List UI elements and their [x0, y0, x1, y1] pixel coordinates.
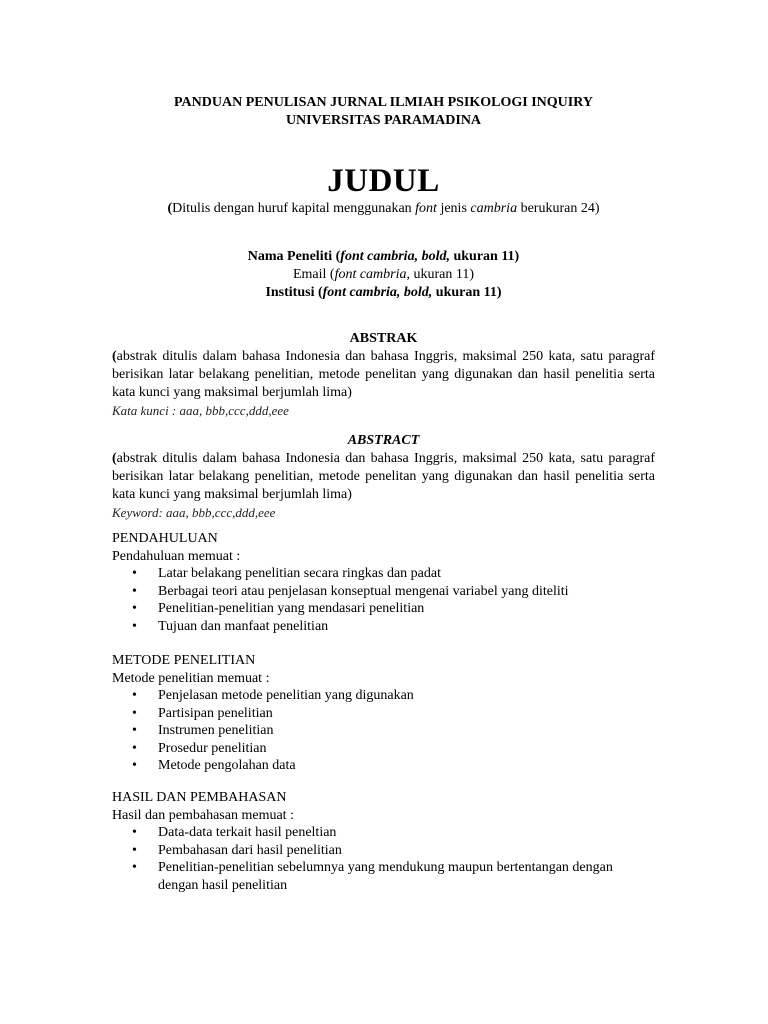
- author-inst-suffix: ukuran 11): [432, 285, 502, 300]
- abstract-heading: ABSTRACT: [347, 433, 420, 448]
- bullet-icon: •: [132, 688, 137, 703]
- list-item-text: Partisipan penelitian: [158, 705, 273, 721]
- list-item: [112, 824, 655, 842]
- abstrak-open-paren: (: [112, 349, 117, 364]
- abstract-close-paren: ): [347, 487, 352, 502]
- list-item: [112, 583, 655, 601]
- bullet-icon: •: [132, 583, 137, 599]
- author-name-prefix: Nama Peneliti (: [247, 249, 341, 264]
- section-intro: Metode penelitian memuat :: [112, 671, 270, 686]
- bullet-icon: •: [132, 723, 137, 738]
- list-item-text: Penjelasan metode penelitian yang digunakan: [158, 688, 414, 703]
- title-note-part3: berukuran 24): [517, 201, 600, 216]
- list-item-text: Penelitian-penelitian sebelumnya yang mendukung maupun bertentangan dengan dengan hasil penelitian: [158, 860, 613, 893]
- bullet-icon: •: [132, 758, 137, 773]
- page-title: JUDUL: [327, 163, 440, 199]
- author-email-italic: font cambria: [334, 267, 407, 282]
- bullet-list: [112, 687, 655, 775]
- author-inst-italic: font cambria, bold,: [322, 285, 433, 300]
- title-block: [112, 162, 655, 218]
- abstrak-section: [112, 330, 655, 420]
- bullet-icon: •: [132, 740, 137, 756]
- document-page: [112, 0, 655, 1024]
- author-block: [112, 248, 655, 302]
- list-item: [112, 687, 655, 705]
- list-item: [112, 600, 655, 618]
- abstract-section: [112, 432, 655, 522]
- list-item-text: Instrumen penelitian: [158, 723, 274, 738]
- list-item: [112, 565, 655, 583]
- author-email-prefix: Email (: [292, 267, 335, 282]
- author-inst-prefix: Institusi (: [265, 285, 323, 300]
- abstrak-heading: ABSTRAK: [349, 331, 418, 346]
- list-item-text: Tujuan dan manfaat penelitian: [158, 618, 329, 634]
- bullet-icon: •: [132, 601, 137, 616]
- list-item: [112, 859, 655, 894]
- list-item-text: Metode pengolahan data: [158, 758, 296, 773]
- abstract-keywords: Keyword: aaa, bbb,ccc,ddd,eee: [112, 505, 276, 520]
- abstrak-close-paren: ): [347, 385, 352, 400]
- title-note: [112, 200, 655, 218]
- document-header: [112, 94, 655, 130]
- list-item-text: Penelitian-penelitian yang mendasari penelitian: [158, 601, 425, 616]
- section-hasil-dan-pembahasan: [112, 789, 655, 894]
- list-item: [112, 618, 655, 636]
- list-item-text: Data-data terkait hasil peneltian: [158, 825, 337, 840]
- abstrak-body: [112, 348, 655, 402]
- list-item: [112, 842, 655, 860]
- list-item-text: Pembahasan dari hasil penelitian: [158, 842, 342, 858]
- section-metode-penelitian: [112, 652, 655, 775]
- title-note-cambria: cambria: [470, 201, 518, 216]
- list-item: [112, 757, 655, 775]
- title-note-open: (: [167, 201, 173, 216]
- author-email-suffix: , ukuran 11): [406, 267, 475, 282]
- list-item: [112, 722, 655, 740]
- title-note-part2: jenis: [436, 201, 471, 216]
- section-heading: HASIL DAN PEMBAHASAN: [112, 790, 287, 805]
- author-name-italic: font cambria, bold,: [340, 249, 450, 264]
- list-item-text: Prosedur penelitian: [158, 740, 267, 756]
- bullet-icon: •: [132, 825, 137, 840]
- abstract-body: [112, 450, 655, 504]
- header-line-1: PANDUAN PENULISAN JURNAL ILMIAH PSIKOLOGI INQUIRY: [174, 95, 593, 110]
- bullet-list: [112, 824, 655, 894]
- bullet-icon: •: [132, 566, 137, 581]
- bullet-icon: •: [132, 860, 137, 875]
- author-name-line: [112, 248, 655, 266]
- section-intro: Hasil dan pembahasan memuat :: [112, 808, 294, 823]
- abstract-open-paren: (: [112, 451, 117, 466]
- abstract-body-text: abstrak ditulis dalam bahasa Indonesia dan bahasa Inggris, maksimal 250 kata, satu paragraf berisikan latar belakang penelitian, metode penelitan yang digunakan dan hasil penelitia serta kata kunci yang maksimal berjumlah lima: [112, 451, 655, 502]
- bullet-list: [112, 565, 655, 635]
- abstrak-keywords: Kata kunci : aaa, bbb,ccc,ddd,eee: [112, 403, 289, 418]
- section-intro: Pendahuluan memuat :: [112, 549, 241, 564]
- bullet-icon: •: [132, 618, 137, 634]
- list-item-text: Berbagai teori atau penjelasan konseptual mengenai variabel yang diteliti: [158, 583, 569, 599]
- list-item-text: Latar belakang penelitian secara ringkas dan padat: [158, 566, 441, 581]
- title-note-font: font: [415, 201, 437, 216]
- title-note-part1: Ditulis dengan huruf kapital menggunakan: [172, 201, 416, 216]
- section-heading: PENDAHULUAN: [112, 531, 218, 546]
- author-email-line: [112, 266, 655, 284]
- section-heading: METODE PENELITIAN: [112, 653, 256, 668]
- list-item: [112, 740, 655, 758]
- list-item: [112, 705, 655, 723]
- author-institution-line: [112, 284, 655, 302]
- abstrak-body-text: abstrak ditulis dalam bahasa Indonesia dan bahasa Inggris, maksimal 250 kata, satu paragraf berisikan latar belakang penelitian, metode penelitan yang digunakan dan hasil penelitia serta kata kunci yang maksimal berjumlah lima: [112, 349, 655, 400]
- header-line-2: UNIVERSITAS PARAMADINA: [285, 113, 482, 128]
- bullet-icon: •: [132, 842, 137, 858]
- section-pendahuluan: [112, 530, 655, 635]
- author-name-suffix: ukuran 11): [449, 249, 520, 264]
- bullet-icon: •: [132, 705, 137, 721]
